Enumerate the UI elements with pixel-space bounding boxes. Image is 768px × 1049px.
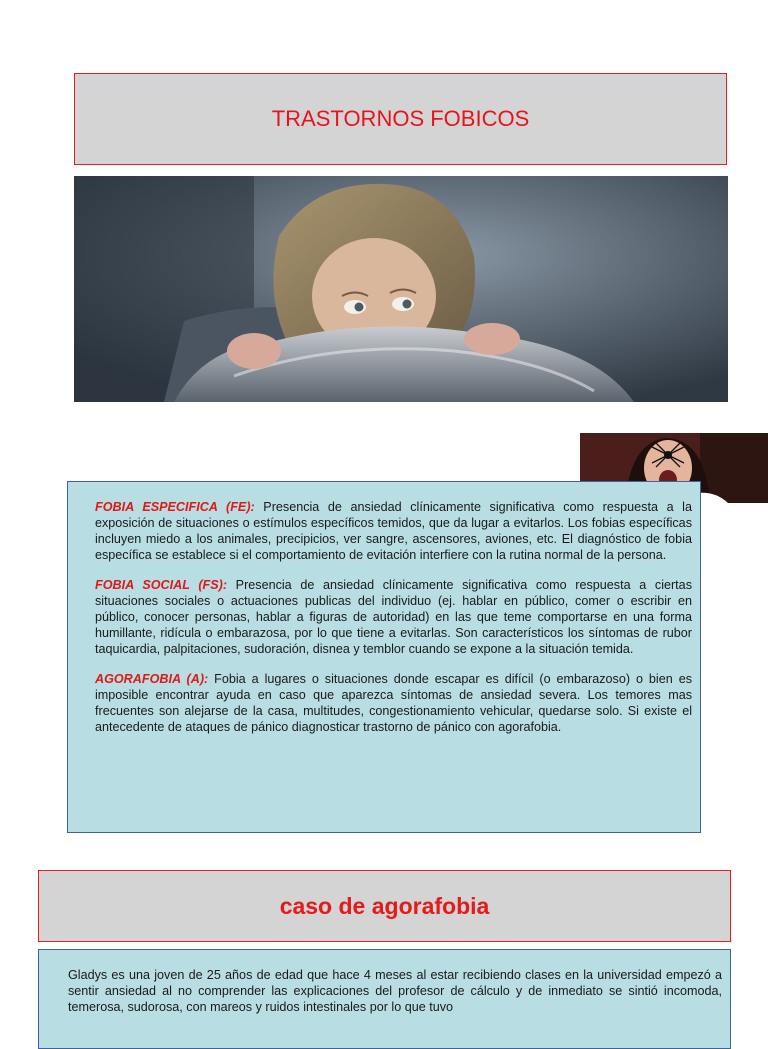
case-title-box (38, 870, 731, 942)
case-box (38, 949, 731, 1049)
definition-paragraph (95, 499, 692, 563)
case-title: caso de agorafobia (279, 892, 490, 919)
definition-text: Fobia a lugares o situaciones donde escapar es difícil (o embarazoso) o bien es imposible encontrar ayuda en caso que aparezca síntomas de ansiedad severa. Los temores mas frecuentes son alejarse de la casa, multitudes, congestionamiento vehicular, quedarse solo. Si existe el antecedente de ataques de pánico diagnosticar trastorno de pánico con agorafobia. (95, 672, 692, 734)
definition-text: Presencia de ansiedad clínicamente significativa como respuesta a la exposición de situaciones o estímulos específicos temidos, que da lugar a evitarlos. Los fobias específicas incluyen miedo a los animales, precipicios, ver sangre, ascensores, aviones, etc. El diagnóstico de fobia específica se establece si el comportamiento de evitación interfiere con la rutina normal de la persona. (95, 500, 692, 562)
definition-term: FOBIA SOCIAL (FS): (95, 578, 228, 592)
definition-term: FOBIA ESPECIFICA (FE): (95, 500, 255, 514)
page-title: TRASTORNOS FOBICOS (271, 106, 530, 131)
definition-text: Presencia de ansiedad clínicamente significativa como respuesta a ciertas situaciones sociales o actuaciones publicas del individuo (ej. hablar en público, comer o escribir en público, conocer personas, hablar a figuras de autoridad) en las que teme comportarse en una forma humillante, ridícula o embarazosa, por lo que tiene a evitarlas. Son característicos los síntomas de rubor taquicardia, palpitaciones, sudoración, disnea y temblor cuando se expone a la situación temida. (95, 578, 692, 656)
case-text: Gladys es una joven de 25 años de edad que hace 4 meses al estar recibiendo clases en la universidad empezó a sentir ansiedad al no comprender las explicaciones del profesor de cálculo y de inmediato se sintió incomoda, temerosa, sudorosa, con mareos y ruidos intestinales por lo que tuvo (68, 968, 722, 1014)
definitions-box (67, 481, 701, 833)
hero-photo (74, 176, 728, 402)
definition-paragraph (95, 671, 692, 735)
scared-child-image (74, 176, 728, 402)
definition-paragraph (95, 577, 692, 657)
title-box (74, 73, 727, 165)
definition-term: AGORAFOBIA (A): (95, 672, 209, 686)
